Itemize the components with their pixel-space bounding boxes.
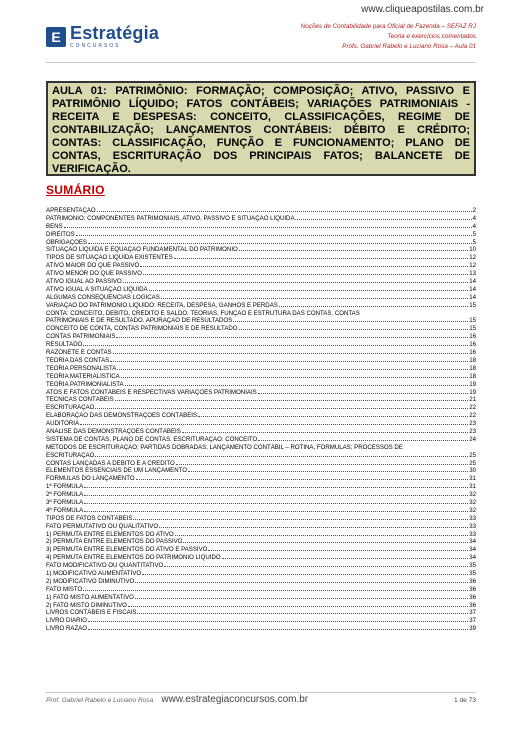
toc-entry[interactable] <box>46 460 476 468</box>
toc-entry-title: CONTAS LANÇADAS A DÉBITO E A CRÉDITO <box>46 459 175 467</box>
toc-entry-page: 32 <box>469 506 476 514</box>
toc-entry-title: CONTAS PATRIMONIAIS <box>46 333 116 341</box>
toc-entry-page: 19 <box>469 388 476 396</box>
toc-entry[interactable] <box>46 546 476 554</box>
toc-entry[interactable] <box>46 223 476 231</box>
toc-entry[interactable] <box>46 570 476 578</box>
toc-leader-dots <box>161 298 468 299</box>
toc-leader-dots <box>198 416 468 417</box>
toc-entry[interactable] <box>46 389 476 397</box>
toc-entry-title: 4ª FÓRMULA <box>46 506 84 514</box>
toc-entry-title: 2) MODIFICATIVO DIMINUTIVO <box>46 577 135 585</box>
toc-entry-page: 21 <box>469 396 476 404</box>
toc-leader-dots <box>135 598 468 599</box>
toc-entry-title: TEORIA DAS CONTAS <box>46 356 110 364</box>
toc-leader-dots <box>88 621 468 622</box>
toc-leader-dots <box>137 613 468 614</box>
toc-entry-title: ANÁLISE DAS DEMONSTRAÇÕES CONTÁBEIS <box>46 427 181 435</box>
toc-leader-dots <box>76 235 472 236</box>
toc-entry[interactable] <box>46 507 476 515</box>
toc-entry-page: 32 <box>469 491 476 499</box>
toc-leader-dots <box>239 250 468 251</box>
toc-entry[interactable] <box>46 357 476 365</box>
toc-entry-title-cont: ESCRITURAÇÃO <box>46 451 95 459</box>
toc-entry-title: 2) FATO MISTO DIMINUTIVO <box>46 601 127 609</box>
toc-entry-title: ATIVO MAIOR DO QUE PASSIVO <box>46 262 140 270</box>
toc-entry[interactable] <box>46 310 476 326</box>
toc-leader-dots <box>208 550 468 551</box>
toc-leader-dots <box>258 393 468 394</box>
toc-entry-page: 2 <box>472 207 476 214</box>
toc-leader-dots <box>88 243 472 244</box>
toc-leader-dots <box>80 424 468 425</box>
toc-entry-title: ELEMENTOS ESSENCIAIS DE UM LANÇAMENTO <box>46 467 187 475</box>
toc-entry-page: 12 <box>469 262 476 270</box>
toc-leader-dots <box>84 503 468 504</box>
footer-author: Prof. Gabriel Rabelo e Luciano Rosa <box>46 697 154 704</box>
toc-entry-page: 25 <box>469 459 476 467</box>
toc-entry[interactable] <box>46 325 476 333</box>
source-url: www.cliqueapostilas.com.br <box>361 4 484 15</box>
toc-leader-dots <box>297 219 471 220</box>
toc-entry-title: 1ª FÓRMULA <box>46 483 84 491</box>
toc-entry[interactable] <box>46 609 476 617</box>
toc-entry[interactable] <box>46 578 476 586</box>
toc-entry[interactable] <box>46 554 476 562</box>
toc-entry-page: 12 <box>469 254 476 262</box>
toc-entry-title: FÓRMULAS DO LANÇAMENTO <box>46 475 135 483</box>
toc-entry[interactable] <box>46 278 476 286</box>
course-header <box>301 22 476 52</box>
toc-leader-dots <box>121 377 469 378</box>
toc-entry[interactable] <box>46 381 476 389</box>
toc-leader-dots <box>222 558 469 559</box>
toc-entry[interactable] <box>46 262 476 270</box>
toc-entry[interactable] <box>46 239 476 247</box>
toc-entry-page: 23 <box>469 420 476 428</box>
toc-leader-dots <box>136 479 469 480</box>
page-number: 1 de 73 <box>454 697 476 704</box>
course-professors: Profs. Gabriel Rabelo e Luciano Rosa – Aula 01 <box>342 43 476 50</box>
toc-entry[interactable] <box>46 625 476 633</box>
toc-entry-page: 16 <box>469 349 476 357</box>
lesson-title-box: AULA 01: PATRIMÔNIO: FORMAÇÃO; COMPOSIÇÃO; ATIVO, PASSIVO E PATRIMÔNIO LÍQUIDO; FATOS CONTÁBEIS; VARIAÇÕES PATRIMONIAIS - RECEITA E DESPESAS: CONCEITO, CLASSIFICAÇÕES, REGIME DE CONTABILIZAÇÃO; LANÇAMENTOS CONTÁBEIS: DÉBITO E CRÉDITO; CONTAS: CLASSIFICAÇÃO, FUNÇÃO E FUNCIONAMENTO; PLANO DE CONTAS, ESCRITURAÇÃO DOS PRINCIPAIS FATOS; BALANCETE DE VERIFICAÇÃO. <box>46 81 476 176</box>
toc-entry[interactable] <box>46 594 476 602</box>
toc-entry-title: MÉTODOS DE ESCRITURAÇÃO; PARTIDAS DOBRADAS; LANÇAMENTO CONTÁBIL – ROTINA, FÓRMULAS; PROCESSOS DE <box>46 443 403 451</box>
toc-leader-dots <box>83 345 468 346</box>
toc-entry-page: 33 <box>469 522 476 530</box>
toc-leader-dots <box>279 306 468 307</box>
toc-entry-page: 13 <box>469 270 476 278</box>
toc-entry-page: 32 <box>469 499 476 507</box>
toc-entry-page: 15 <box>469 301 476 309</box>
toc-entry[interactable] <box>46 515 476 523</box>
toc-entry-title: 3) PERMUTA ENTRE ELEMENTOS DO ATIVO E PASSIVO <box>46 546 208 554</box>
toc-entry-title: ALGUMAS CONSEQUÊNCIAS LÓGICAS <box>46 293 160 301</box>
toc-entry-title: SISTEMA DE CONTAS, PLANO DE CONTAS. ESCRITURAÇÃO: CONCEITO <box>46 435 258 443</box>
toc-entry-page: 18 <box>469 356 476 364</box>
toc-entry-title: 2) PERMUTA ENTRE ELEMENTOS DO PASSIVO <box>46 538 183 546</box>
toc-entry[interactable] <box>46 404 476 412</box>
toc-leader-dots <box>123 282 468 283</box>
toc-entry-page: 22 <box>469 404 476 412</box>
toc-entry[interactable] <box>46 286 476 294</box>
toc-leader-dots <box>84 511 468 512</box>
toc-entry[interactable] <box>46 333 476 341</box>
toc-entry-title: RESULTADO <box>46 341 83 349</box>
toc-leader-dots <box>135 582 468 583</box>
toc-leader-dots <box>188 471 468 472</box>
toc-entry-page: 37 <box>469 609 476 617</box>
toc-leader-dots <box>113 353 469 354</box>
toc-entry[interactable] <box>46 602 476 610</box>
toc-entry-page: 16 <box>469 341 476 349</box>
toc-entry-page: 37 <box>469 617 476 625</box>
page-footer <box>46 694 476 705</box>
toc-entry[interactable] <box>46 483 476 491</box>
toc-entry-page: 34 <box>469 554 476 562</box>
toc-entry[interactable] <box>46 491 476 499</box>
toc-entry-title: TÉCNICAS CONTÁBEIS <box>46 396 114 404</box>
toc-entry-title: FATO MODIFICATIVO OU QUANTITATIVO <box>46 562 164 570</box>
toc-leader-dots <box>83 590 468 591</box>
toc-entry-page: 15 <box>469 317 476 325</box>
toc-leader-dots <box>117 369 468 370</box>
toc-entry-page: 36 <box>469 577 476 585</box>
toc-leader-dots <box>95 456 468 457</box>
toc-entry[interactable] <box>46 420 476 428</box>
toc-entry[interactable] <box>46 562 476 570</box>
toc-entry-title: 1) MODIFICATIVO AUMENTATIVO <box>46 570 142 578</box>
toc-entry-title: ATOS E FATOS CONTÁBEIS E RESPECTIVAS VARIAÇÕES PATRIMONIAIS <box>46 388 257 396</box>
toc-leader-dots <box>182 432 468 433</box>
toc-leader-dots <box>95 408 468 409</box>
toc-entry-page: 36 <box>469 601 476 609</box>
toc-entry[interactable] <box>46 270 476 278</box>
toc-entry-page: 18 <box>469 364 476 372</box>
toc-leader-dots <box>110 361 468 362</box>
toc-entry-page: 31 <box>469 483 476 491</box>
toc-entry-title-cont: PATRIMONIAIS E DE RESULTADO. APURAÇÃO DE RESULTADOS <box>46 317 233 325</box>
toc-entry-page: 39 <box>469 625 476 633</box>
toc-entry[interactable] <box>46 231 476 239</box>
toc-leader-dots <box>116 337 468 338</box>
toc-leader-dots <box>140 266 468 267</box>
toc-entry-title: TIPOS DE SITUAÇÃO LÍQUIDA EXISTENTES <box>46 254 173 262</box>
toc-entry-page: 18 <box>469 372 476 380</box>
toc-entry[interactable] <box>46 412 476 420</box>
toc-leader-dots <box>133 519 468 520</box>
toc-leader-dots <box>88 629 468 630</box>
toc-leader-dots <box>233 321 468 322</box>
toc-entry-page: 5 <box>472 230 476 238</box>
toc-entry-page: 25 <box>469 451 476 459</box>
toc-entry-page: 33 <box>469 530 476 538</box>
toc-entry[interactable] <box>46 531 476 539</box>
toc-entry[interactable] <box>46 444 476 460</box>
toc-entry-page: 5 <box>472 238 476 246</box>
toc-entry[interactable] <box>46 538 476 546</box>
toc-entry-title: ATIVO IGUAL AO PASSIVO <box>46 278 122 286</box>
toc-entry-page: 10 <box>469 246 476 254</box>
toc-leader-dots <box>159 527 468 528</box>
toc-entry-page: 30 <box>469 467 476 475</box>
toc-entry-page: 23 <box>469 427 476 435</box>
toc-entry-title: LIVRO DIÁRIO <box>46 617 87 625</box>
toc-entry-title: APRESENTAÇÃO <box>46 207 96 214</box>
toc-entry-title: TEORIA PERSONALISTA <box>46 364 117 372</box>
toc-leader-dots <box>84 487 468 488</box>
toc-entry[interactable] <box>46 207 476 215</box>
toc-entry[interactable] <box>46 467 476 475</box>
toc-entry-title: 1) PERMUTA ENTRE ELEMENTOS DO ATIVO <box>46 530 174 538</box>
toc-entry-title: 3ª FÓRMULA <box>46 499 84 507</box>
toc-entry[interactable] <box>46 523 476 531</box>
toc-entry[interactable] <box>46 436 476 444</box>
course-name: Noções de Contabilidade para Oficial de Fazenda – SEFAZ RJ <box>300 23 476 30</box>
toc-entry-title: PATRIMÔNIO: COMPONENTES PATRIMONIAIS, ATIVO, PASSIVO E SITUAÇÃO LÍQUIDA. <box>46 214 297 222</box>
toc-entry[interactable] <box>46 365 476 373</box>
toc-entry-title: BENS <box>46 222 63 230</box>
header-divider <box>46 62 476 63</box>
toc-entry-page: 14 <box>469 285 476 293</box>
toc-entry-page: 15 <box>469 325 476 333</box>
toc-entry-title: FATO MISTO <box>46 585 83 593</box>
toc-entry[interactable] <box>46 349 476 357</box>
toc-entry-title: 4) PERMUTA ENTRE ELEMENTOS DO PATRIMÔNIO LÍQUIDO <box>46 554 221 562</box>
toc-entry-title: ATIVO MENOR DO QUE PASSIVO <box>46 270 142 278</box>
toc-entry-page: 34 <box>469 538 476 546</box>
toc-entry[interactable] <box>46 617 476 625</box>
toc-entry-title: TIPOS DE FATOS CONTÁBEIS <box>46 514 133 522</box>
toc-entry[interactable] <box>46 302 476 310</box>
toc-entry-title: VARIAÇÃO DO PATRIMÔNIO LÍQUIDO: RECEITA, DESPESA, GANHOS E PERDAS <box>46 301 278 309</box>
toc-entry[interactable] <box>46 396 476 404</box>
toc-entry-title: ESCRITURAÇÃO <box>46 404 95 412</box>
toc-leader-dots <box>84 495 468 496</box>
toc-leader-dots <box>97 211 472 212</box>
toc-entry-title: TEORIA PATRIMONIALISTA <box>46 380 124 388</box>
toc-leader-dots <box>64 227 472 228</box>
toc-entry-page: 24 <box>469 435 476 443</box>
toc-entry[interactable] <box>46 341 476 349</box>
toc-entry-title: FATO PERMUTATIVO OU QUALITATIVO <box>46 522 159 530</box>
toc-entry-page: 16 <box>469 333 476 341</box>
toc-entry-page: 35 <box>469 562 476 570</box>
toc-entry-title: CONTA: CONCEITO, DÉBITO, CRÉDITO E SALDO. TEORIAS, FUNÇÃO E ESTRUTURA DAS CONTAS. CONTAS <box>46 309 360 317</box>
toc-leader-dots <box>183 542 468 543</box>
toc-leader-dots <box>149 290 469 291</box>
toc-entry[interactable] <box>46 254 476 262</box>
toc-entry-title: TEORIA MATERIALÍSTICA <box>46 372 120 380</box>
toc-leader-dots <box>164 566 468 567</box>
toc-entry-page: 35 <box>469 570 476 578</box>
toc-leader-dots <box>174 258 469 259</box>
logo-mark-icon: E <box>46 27 66 47</box>
toc-entry[interactable] <box>46 294 476 302</box>
logo-subtitle: CONCURSOS <box>70 43 121 49</box>
toc-leader-dots <box>258 440 468 441</box>
toc-entry-title: 1) FATO MISTO AUMENTATIVO <box>46 593 134 601</box>
toc-entry[interactable] <box>46 499 476 507</box>
toc-entry[interactable] <box>46 246 476 254</box>
toc-leader-dots <box>175 535 469 536</box>
toc-entry-page: 14 <box>469 278 476 286</box>
toc-leader-dots <box>128 606 468 607</box>
toc-leader-dots <box>143 274 468 275</box>
toc-entry-page: 31 <box>469 475 476 483</box>
toc-leader-dots <box>176 464 469 465</box>
toc-entry-page: 4 <box>472 214 476 222</box>
toc-entry-title: AUDITORIA <box>46 420 80 428</box>
toc-entry[interactable] <box>46 215 476 223</box>
footer-site-link[interactable]: www.estrategiaconcursos.com.br <box>161 694 309 705</box>
toc-leader-dots <box>115 400 469 401</box>
toc-entry-page: 34 <box>469 546 476 554</box>
toc-entry-page: 19 <box>469 380 476 388</box>
toc-entry[interactable] <box>46 475 476 483</box>
toc-entry-page: 4 <box>472 222 476 230</box>
toc-entry-title: SITUAÇÃO LÍQUIDA E EQUAÇÃO FUNDAMENTAL DO PATRIMÔNIO <box>46 246 238 254</box>
toc-entry-title: LIVROS CONTÁBEIS E FISCAIS <box>46 609 137 617</box>
toc-entry[interactable] <box>46 586 476 594</box>
footer-divider <box>46 692 476 693</box>
toc-entry-page: 14 <box>469 293 476 301</box>
toc-entry-title: OBRIGAÇÕES <box>46 238 87 246</box>
summary-heading: SUMÁRIO <box>46 183 105 197</box>
table-of-contents <box>46 207 476 633</box>
toc-entry[interactable] <box>46 373 476 381</box>
logo-text <box>70 24 159 49</box>
toc-entry-title: LIVRO RAZÃO <box>46 625 87 633</box>
toc-entry-title: CONCEITO DE CONTA, CONTAS PATRIMONIAIS E DE RESULTADO <box>46 325 238 333</box>
estrategia-logo <box>46 24 159 49</box>
toc-entry-title: DIREITOS <box>46 230 75 238</box>
toc-entry-title: ATIVO IGUAL A SITUAÇÃO LÍQUIDA <box>46 285 148 293</box>
toc-entry-page: 33 <box>469 514 476 522</box>
logo-name: Estratégia <box>70 23 160 43</box>
toc-entry[interactable] <box>46 428 476 436</box>
toc-entry-page: 22 <box>469 412 476 420</box>
toc-entry-page: 36 <box>469 593 476 601</box>
toc-entry-title: RAZONETE E CONTAS <box>46 349 112 357</box>
toc-leader-dots <box>142 574 468 575</box>
toc-entry-title: ELABORAÇÃO DAS DEMONSTRAÇÕES CONTÁBEIS <box>46 412 198 420</box>
toc-entry-page: 36 <box>469 585 476 593</box>
course-subtitle: Teoria e exercícios comentados <box>387 33 476 40</box>
toc-leader-dots <box>125 385 469 386</box>
toc-leader-dots <box>239 329 469 330</box>
toc-entry-title: 2ª FÓRMULA <box>46 491 84 499</box>
